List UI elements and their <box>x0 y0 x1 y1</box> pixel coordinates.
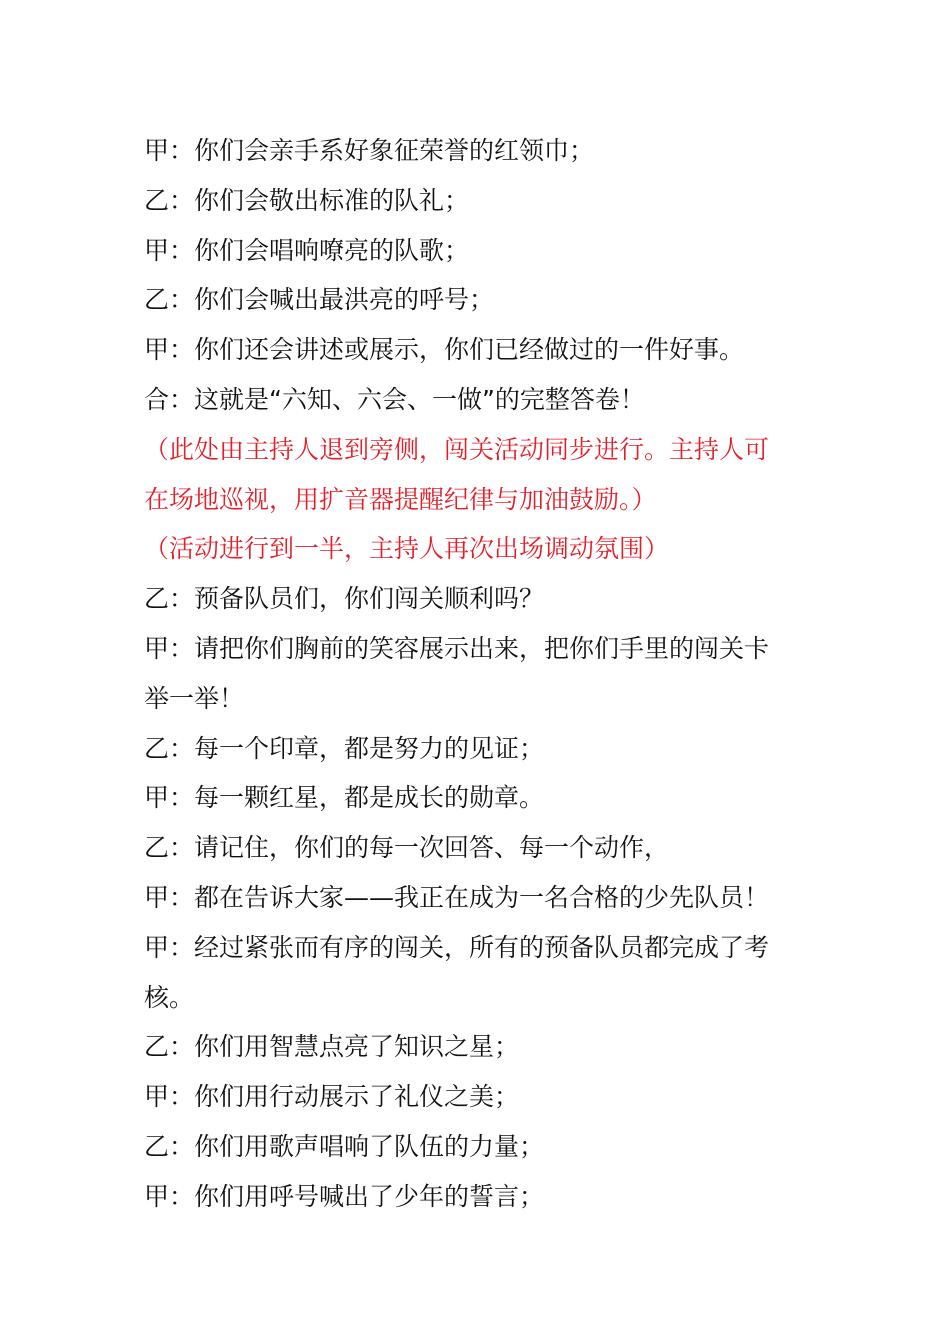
stage-direction-line: （活动进行到一半，主持人再次出场调动氛围） <box>144 534 670 564</box>
dialogue-line: 乙：你们会喊出最洪亮的呼号； <box>144 285 495 315</box>
dialogue-line: 乙：你们会敬出标准的队礼； <box>144 185 470 215</box>
dialogue-line: 乙：你们用智慧点亮了知识之星； <box>144 1032 520 1062</box>
dialogue-line: 乙：每一个印章，都是努力的见证； <box>144 733 545 763</box>
stage-direction-line: （此处由主持人退到旁侧，闯关活动同步进行。主持人可 <box>144 434 770 464</box>
dialogue-line: 甲：你们会亲手系好象征荣誉的红领巾； <box>144 136 595 165</box>
dialogue-line: 举一举！ <box>144 683 245 713</box>
dialogue-line: 合：这就是“六知、六会、一做”的完整答卷！ <box>144 384 645 414</box>
dialogue-line: 甲：请把你们胸前的笑容展示出来，把你们手里的闯关卡 <box>144 633 770 663</box>
dialogue-line: 甲：你们用呼号喊出了少年的誓言； <box>144 1181 545 1211</box>
stage-direction-line: 在场地巡视，用扩音器提醒纪律与加油鼓励。） <box>144 484 657 514</box>
dialogue-line: 甲：每一颗红星，都是成长的勋章。 <box>144 783 545 813</box>
dialogue-line: 乙：请记住，你们的每一次回答、每一个动作， <box>144 833 670 863</box>
dialogue-line: 甲：经过紧张而有序的闯关，所有的预备队员都完成了考 <box>144 932 770 962</box>
dialogue-line: 乙：预备队员们，你们闯关顺利吗？ <box>144 584 545 614</box>
dialogue-line: 甲：都在告诉大家——我正在成为一名合格的少先队员！ <box>144 882 770 912</box>
dialogue-line: 甲：你们还会讲述或展示，你们已经做过的一件好事。 <box>144 335 745 365</box>
script-body <box>144 126 816 1222</box>
dialogue-line: 乙：你们用歌声唱响了队伍的力量； <box>144 1131 545 1161</box>
dialogue-line: 甲：你们会唱响嘹亮的队歌； <box>144 235 470 265</box>
dialogue-line: 甲：你们用行动展示了礼仪之美； <box>144 1082 520 1112</box>
dialogue-line: 核。 <box>144 982 195 1012</box>
